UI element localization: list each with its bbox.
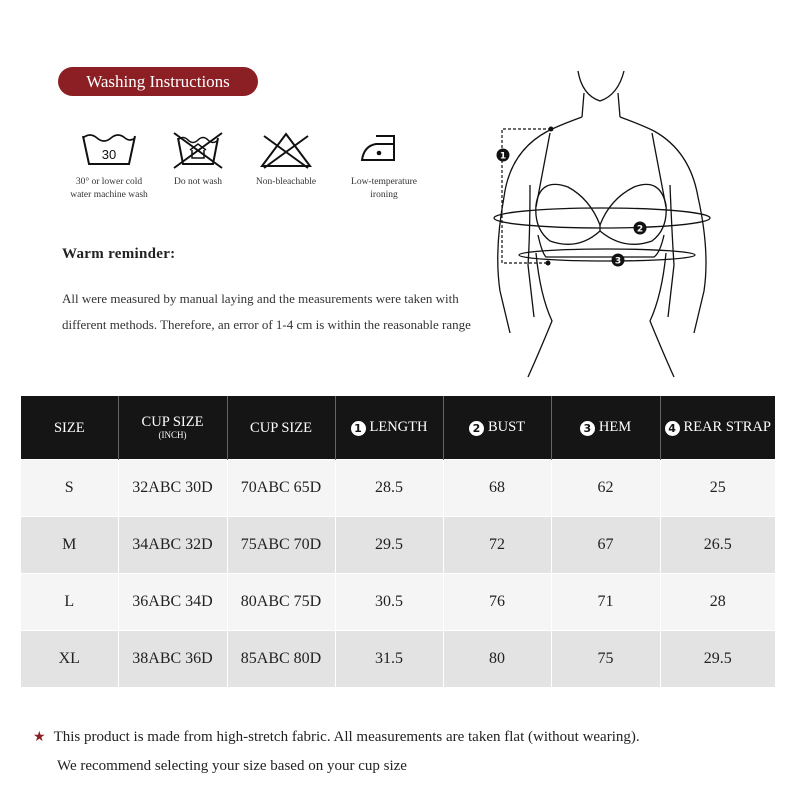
table-cell: 32ABC 30D <box>118 460 227 517</box>
star-icon: ★ <box>33 730 46 745</box>
column-header <box>660 396 775 460</box>
table-cell: XL <box>21 631 118 688</box>
low-temp-iron-icon <box>354 130 414 170</box>
table-cell: 30.5 <box>335 574 443 631</box>
column-header <box>551 396 660 460</box>
column-header-sublabel: (INCH) <box>158 430 187 440</box>
marker-bust-label: 2 <box>636 224 644 235</box>
table-cell: 25 <box>660 460 775 517</box>
measurement-number-badge: 4 <box>665 421 680 436</box>
table-cell: 38ABC 36D <box>118 631 227 688</box>
table-cell: 72 <box>443 517 551 574</box>
table-row <box>21 517 775 574</box>
care-label-line: Do not wash <box>173 177 223 187</box>
table-row <box>21 631 775 688</box>
measurement-number-badge: 3 <box>580 421 595 436</box>
care-label-line: Low-temperature <box>351 177 417 187</box>
column-header-label: SIZE <box>53 419 85 436</box>
marker-hem-label: 3 <box>614 256 622 267</box>
table-cell: 80 <box>443 631 551 688</box>
fabric-note-line-1: This product is made from high-stretch fabric. All measurements are taken flat (without wearing). <box>53 729 640 745</box>
care-item-no-bleach <box>231 130 341 189</box>
table-cell: 31.5 <box>335 631 443 688</box>
table-cell: 76 <box>443 574 551 631</box>
column-header <box>443 396 551 460</box>
washing-instructions-badge: Washing Instructions <box>58 67 258 96</box>
fabric-note-line-2: We recommend selecting your size based on your cup size <box>57 758 407 774</box>
column-header-label: REAR STRAP <box>683 419 771 435</box>
column-header <box>118 396 227 460</box>
table-row <box>21 460 775 517</box>
table-cell: 26.5 <box>660 517 775 574</box>
table-cell: 34ABC 32D <box>118 517 227 574</box>
table-header-row <box>21 396 775 460</box>
column-header-label: CUP SIZE <box>141 414 204 430</box>
table-cell: 28 <box>660 574 775 631</box>
no-bleach-icon <box>256 130 316 170</box>
no-wash-icon <box>168 130 228 170</box>
care-label-line: water machine wash <box>70 190 148 200</box>
wash-tub-30-icon <box>79 130 139 170</box>
column-header <box>227 396 335 460</box>
measurement-number-badge: 1 <box>351 421 366 436</box>
table-body <box>21 460 775 688</box>
fabric-note <box>33 723 783 781</box>
table-cell: 29.5 <box>335 517 443 574</box>
measurement-number-badge: 2 <box>469 421 484 436</box>
warm-reminder-heading: Warm reminder: <box>62 246 176 262</box>
table-cell: 67 <box>551 517 660 574</box>
table-cell: 75ABC 70D <box>227 517 335 574</box>
column-header-label: BUST <box>487 419 526 435</box>
table-cell: 36ABC 34D <box>118 574 227 631</box>
table-cell: 68 <box>443 460 551 517</box>
column-header-label: CUP SIZE <box>250 419 312 436</box>
marker-length-label: 1 <box>499 151 507 162</box>
wash-temp-text: 30 <box>101 147 117 162</box>
table-cell: 29.5 <box>660 631 775 688</box>
table-row <box>21 574 775 631</box>
table-cell: 71 <box>551 574 660 631</box>
size-chart-table <box>21 396 775 687</box>
care-label-line: 30° or lower cold <box>75 177 143 187</box>
care-label-line: Non-bleachable <box>255 177 317 187</box>
column-header-label: LENGTH <box>369 419 428 435</box>
table-cell: 75 <box>551 631 660 688</box>
table-cell: 28.5 <box>335 460 443 517</box>
column-header-label: HEM <box>598 419 632 435</box>
column-header <box>335 396 443 460</box>
table-cell: 62 <box>551 460 660 517</box>
table-cell: M <box>21 517 118 574</box>
care-item-low-temp-iron <box>329 130 439 202</box>
table-cell: 85ABC 80D <box>227 631 335 688</box>
table-cell: L <box>21 574 118 631</box>
warm-reminder-text: All were measured by manual laying and the measurements were taken with different methods. Therefore, an error of 1-4 cm is within the reasonable range <box>62 291 471 332</box>
table-cell: 80ABC 75D <box>227 574 335 631</box>
table-cell: 70ABC 65D <box>227 460 335 517</box>
table-cell: S <box>21 460 118 517</box>
column-header <box>21 396 118 460</box>
bra-measurement-diagram <box>478 65 718 383</box>
care-label-line: ironing <box>370 190 398 200</box>
